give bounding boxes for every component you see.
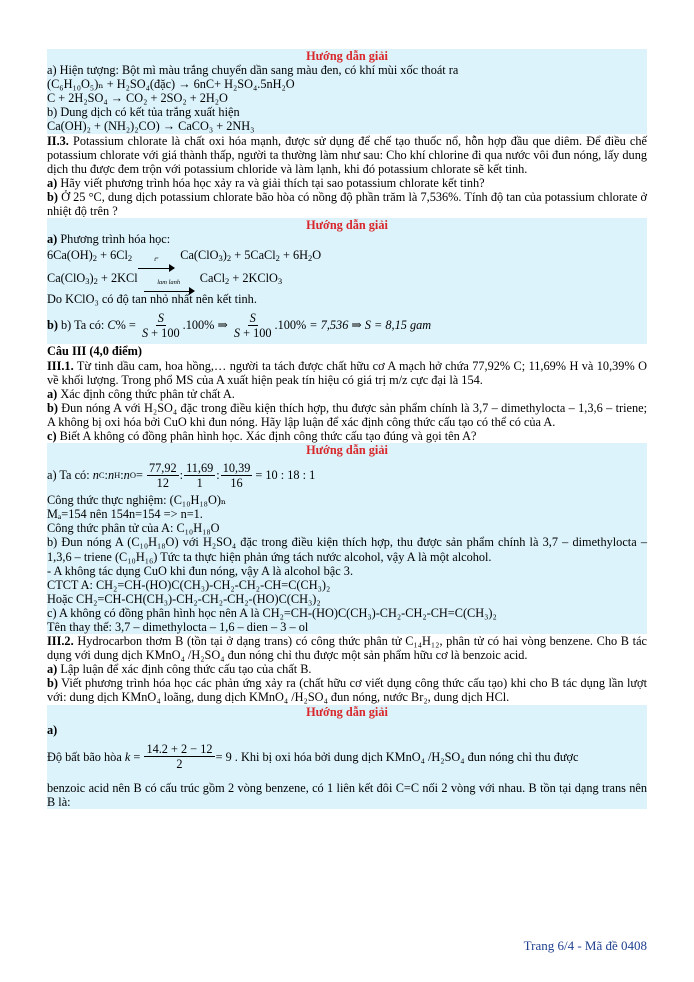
answer-label: a) — [47, 722, 58, 737]
question-iii2-b: b) Viết phương trình hóa học các phản ứng xảy ra (chất hữu cơ viết dụng công thức cấu tạo) khi cho B tác dụng lần lượt với: dung dịch KMnO₄ loãng, dung dịch KMnO₄ /H₂SO₄ đun nóng, nước Br₂, dung dịch HCl. — [47, 676, 647, 705]
fraction: $\frac{S}{S + 100}$ — [233, 310, 272, 340]
question-ii3-a: a) Hãy viết phương trình hóa học xảy ra và giải thích tại sao potassium chlorate kết tinh? — [47, 175, 485, 190]
answer-a — [47, 723, 647, 737]
answer-text: Phương trình hóa học: — [60, 232, 171, 247]
solution-block-3 — [47, 443, 647, 634]
question-iii1 — [47, 359, 647, 387]
solution-heading: Hướng dẫn giải — [306, 443, 388, 458]
equation-3: Ca(OH)₂ + (NH₂)₂CO) → CaCO₃ + 2NH₃ — [47, 119, 255, 134]
solution-block-2 — [47, 218, 647, 344]
fraction: 77,92 12 — [148, 460, 177, 490]
question-iii2-a: a) Lập luận để xác định công thức cấu tạo của chất B. — [47, 662, 312, 677]
question-number: III.2. — [47, 634, 74, 649]
question-number: III.1. — [47, 358, 74, 373]
solution-line: CTCT A: CH₂=CH-(HO)C(CH₃)-CH₂-CH₂-CH=C(CH₃)₂ — [47, 577, 331, 592]
solution-line: c) A không có đồng phân hình học nên A là CH₂=CH-(HO)C(CH₃)-CH₂-CH₂-CH=C(CH₃)₂ — [47, 605, 497, 620]
solution-block-1 — [47, 49, 647, 134]
answer-text: b) Ta có: — [61, 318, 105, 333]
result-text: = 7,536 ⇒ S = 8,15 gam — [309, 318, 432, 333]
result-text: = 10 : 18 : 1 — [255, 468, 316, 483]
solubility-equation: b) b) Ta có: C % = S S + 100 .100% ⇒ $\frac{S}{S + 100}$ .100% = 7,536 ⇒ S = 8,15 gam — [47, 310, 432, 340]
solution-heading: Hướng dẫn giải — [306, 704, 388, 719]
question-number: II.3. — [47, 133, 69, 148]
solution-line: Công thức phân tử của A: C₁₀H₁₈O — [47, 521, 220, 536]
arrow-condition: lam lanh — [157, 279, 181, 287]
solution-block-4 — [47, 705, 647, 809]
question-text: Hydrocarbon thơm B (tồn tại ở dạng trans) có công thức phân tử C₁₄H₁₂, phân tử có hai vòng benzene. Cho B tác dụng với dung dịch KMnO₄ /H₂SO₄ đun nóng chỉ thu được một sản phẩm hữu cơ là benzoic acid. — [47, 634, 647, 663]
question-text: Viết phương trình hóa học các phản ứng xảy ra (chất hữu cơ viết dụng công thức cấu tạo) khi cho B tác dụng lần lượt với: dung dịch KMnO₄ loãng, dung dịch KMnO₄ /H₂SO₄ đun nóng, nước Br₂, dung dịch HCl. — [47, 676, 647, 705]
solution-line: Tên thay thế: 3,7 – dimethylocta – 1,6 – dien – 3 – ol — [47, 620, 309, 634]
crystallize-note: Do KClO₃ có độ tan nhỏ nhất nên kết tinh. — [47, 292, 257, 307]
reaction-arrow — [138, 256, 174, 269]
question-text: Xác định công thức phân tử chất A. — [60, 386, 235, 401]
question-ii3-b: b) Ở 25 °C, dung dịch potassium chlorate bão hòa có nồng độ phần trăm là 7,536%. Tính độ tan của potassium chlorate ở nhiệt độ trên ? — [47, 189, 648, 219]
fraction: S S + 100 — [141, 310, 180, 340]
solution-heading: Hướng dẫn giải — [306, 218, 388, 233]
solution-line: b) Đun nóng A (C₁₀H₁₈O) với H₂SO₄ đặc trong điều kiện thích hợp, thu được sản phẩm chính là 3,7 – dimethylocta – 1,3,6 – triene (C₁₀H₁₆) Tức ta thực hiện phản ứng tách nước alcohol, vậy A là một alcohol. — [47, 535, 647, 564]
solution-line: - A không tác dụng CuO khi đun nóng, vậy A là alcohol bậc 3. — [47, 563, 354, 578]
question-text: Hãy viết phương trình hóa học xảy ra và giải thích tại sao potassium chlorate kết tinh? — [60, 175, 485, 190]
answer-b: b) Dung dịch có kết tủa trắng xuất hiện — [47, 105, 240, 120]
solution-line: Công thức thực nghiệm: (C₁₀H₁₈O)ₙ — [47, 493, 227, 508]
answer-text: a) Ta có: — [47, 468, 90, 483]
answer-text: Độ bất bão hòa — [47, 749, 122, 764]
question-ii3 — [47, 134, 647, 176]
fraction: $\frac{10,39}{16}$ — [222, 460, 251, 490]
document-page — [47, 49, 647, 809]
question-iii1-a: a) Xác định công thức phân tử chất A. — [47, 386, 235, 401]
mole-ratio-equation: a) Ta có: n C : n H : n O = 77,92 12 : 11,69 1 : $\frac{10,39}{16}$ = 10 : 18 : 1 — [47, 460, 316, 490]
reaction-arrow — [144, 279, 194, 292]
fraction: 11,69 1 — [186, 460, 214, 490]
question-text: Đun nóng A với H₂SO₄ đặc trong điều kiện thích hợp, thu được sản phẩm chính là 3,7 – dimethylocta – 1,3,6 – triene; A không bị oxi hóa bởi CuO khi đun nóng. Hãy lập luận để xác định công thức cấu tạo có thể có của A. — [47, 400, 648, 429]
equation-1: (C₆H₁₀O₅)ₙ + H₂SO₄(đặc) → 6nC+ H₂SO₄.5nH₂O — [47, 77, 295, 92]
section-heading: Câu III (4,0 điểm) — [47, 344, 142, 359]
answer-a: a) Hiện tượng: Bột mì màu trắng chuyển dần sang màu đen, có khí mùi xốc thoát ra — [47, 63, 459, 78]
equation-chlorine: $6Ca(OH)_2 + 6Cl_2$ tº $Ca(ClO_3)_2$ + 5CaCl$_2$ + $6H_2O$ — [47, 248, 647, 269]
question-text: Lập luận để xác định công thức cấu tạo của chất B. — [60, 662, 312, 677]
equation-2: C + 2H₂SO₄ → CO₂ + 2SO₂ + 2H₂O — [47, 91, 228, 106]
answer-text: = 9 . Khi bị oxi hóa bởi dung dịch KMnO₄ /H₂SO₄ đun nóng chỉ thu được — [215, 749, 579, 764]
question-text: Potassium chlorate là chất oxi hóa mạnh, được sử dụng để chế tạo thuốc nổ, hỗn hợp đầu que diêm. Để điều chế potassium chlorate với giá thành thấp, người ta thường làm như sau: Cho khí chlorine đi qua nước vôi đun nóng, lấy dung dịch thu được đem trộn với potassium chloride và làm lạnh, khi đó potassium chlorate sẽ kết tinh. — [47, 133, 647, 176]
solution-line: Mₐ=154 nên 154n=154 => n=1. — [47, 507, 203, 522]
equation-kclo3: $Ca(ClO_3)_2 + 2KCl$ lam lanh CaCl$_2$ + 2KClO$_3$ — [47, 271, 647, 292]
question-iii1-c: c) Biết A không có đồng phân hình học. Xác định công thức cấu tạo đúng và gọi tên A? — [47, 428, 477, 443]
question-iii2 — [47, 634, 647, 662]
solution-line: Hoặc CH₂=CH-CH(CH₃)-CH₂-CH₂-CH₂-(HO)C(CH₃)₂ — [47, 591, 321, 606]
section-title — [47, 344, 647, 358]
solution-line: benzoic acid nên B có cấu trúc gồm 2 vòng benzene, có 1 liên kết đôi C=C nối 2 vòng với nhau. B tồn tại dạng trans nên B là: — [47, 780, 647, 809]
question-text: Ở 25 °C, dung dịch potassium chlorate bão hòa có nồng độ phần trăm là 7,536%. Tính độ tan của potassium chlorate ở nhiệt độ trên ? — [47, 189, 648, 219]
unsaturation-equation: Độ bất bão hòa k = $\frac{14.2 + 2 - 12}{2}$ = 9 . Khi bị oxi hóa bởi dung dịch KMnO₄ /H₂SO₄ đun nóng chỉ thu được — [47, 742, 579, 772]
solution-heading: Hướng dẫn giải — [306, 49, 388, 63]
fraction: $\frac{14.2 + 2 - 12}{2}$ — [146, 742, 213, 772]
arrow-condition: tº — [154, 256, 159, 264]
question-text: Từ tinh dầu cam, hoa hồng,… người ta tách được chất hữu cơ A mạch hở chứa 77,92% C; 11,69% H và 10,39% O về khối lượng. Trong phổ MS của A xuất hiện peak tín hiệu có giá trị m/z cực đại là 154. — [47, 358, 647, 387]
answer-a: a) Phương trình hóa học: — [47, 232, 171, 247]
question-text: Biết A không có đồng phân hình học. Xác định công thức cấu tạo đúng và gọi tên A? — [59, 428, 477, 443]
page-footer: Trang 6/4 - Mã đề 0408 — [523, 938, 647, 953]
question-iii1-b: b) Đun nóng A với H₂SO₄ đặc trong điều kiện thích hợp, thu được sản phẩm chính là 3,7 – dimethylocta – 1,3,6 – triene; A không bị oxi hóa bởi CuO khi đun nóng. Hãy lập luận để xác định công thức cấu tạo có thể có của A. — [47, 400, 648, 429]
